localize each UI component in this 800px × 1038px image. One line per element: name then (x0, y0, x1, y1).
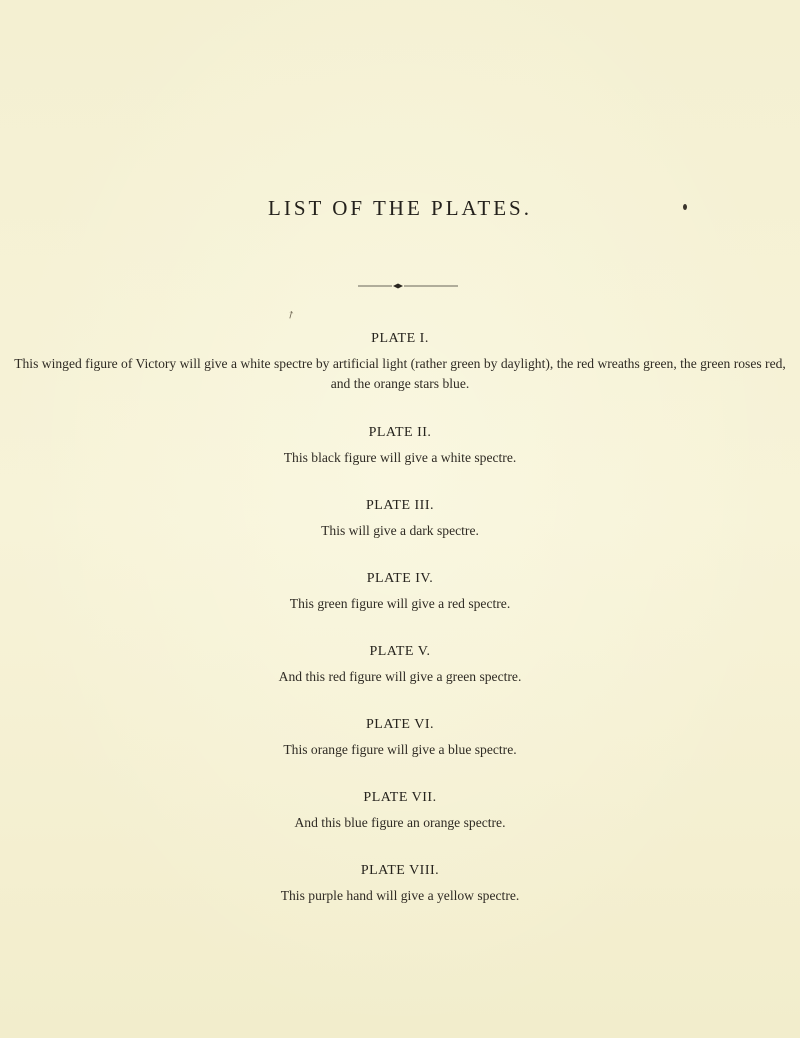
plate-entry-2 (0, 424, 800, 468)
plate-heading: PLATE VIII. (360, 863, 440, 878)
diamond-rule-ornament-icon (358, 283, 458, 289)
plate-description: This black figure will give a white spectre. (283, 450, 517, 465)
plate-description: And this blue figure an orange spectre. (294, 815, 506, 830)
page-title: LIST OF THE PLATES. (268, 196, 532, 220)
plate-entry-6 (0, 716, 800, 760)
plate-description: This will give a dark spectre. (321, 523, 479, 538)
plate-description: This purple hand will give a yellow spectre. (280, 888, 520, 903)
plate-description: And this red figure will give a green spectre. (278, 669, 522, 684)
plate-description: This winged figure of Victory will give a white spectre by artificial light (rather green by daylight), the red wreaths green, the green roses red, and the orange stars blue. (14, 356, 786, 391)
plate-entry-5 (0, 643, 800, 687)
plate-entry-4 (0, 570, 800, 614)
plate-heading: PLATE II. (368, 425, 432, 440)
plate-heading: PLATE IV. (366, 571, 434, 586)
plate-heading: PLATE VI. (365, 717, 435, 732)
ink-speck (683, 204, 687, 210)
plate-description: This orange figure will give a blue spectre. (283, 742, 517, 757)
plate-heading: PLATE VII. (363, 790, 437, 805)
plate-heading: PLATE V. (369, 644, 431, 659)
plate-entry-3 (0, 497, 800, 541)
plate-entry-8 (0, 862, 800, 906)
plate-heading: PLATE I. (371, 331, 429, 346)
plate-heading: PLATE III. (366, 498, 434, 513)
plate-entry-7 (0, 789, 800, 833)
pencil-mark-icon: ↗ (284, 308, 298, 323)
plate-entry-1 (0, 330, 800, 394)
plate-list (0, 330, 800, 906)
plate-description: This green figure will give a red spectre. (289, 596, 511, 611)
